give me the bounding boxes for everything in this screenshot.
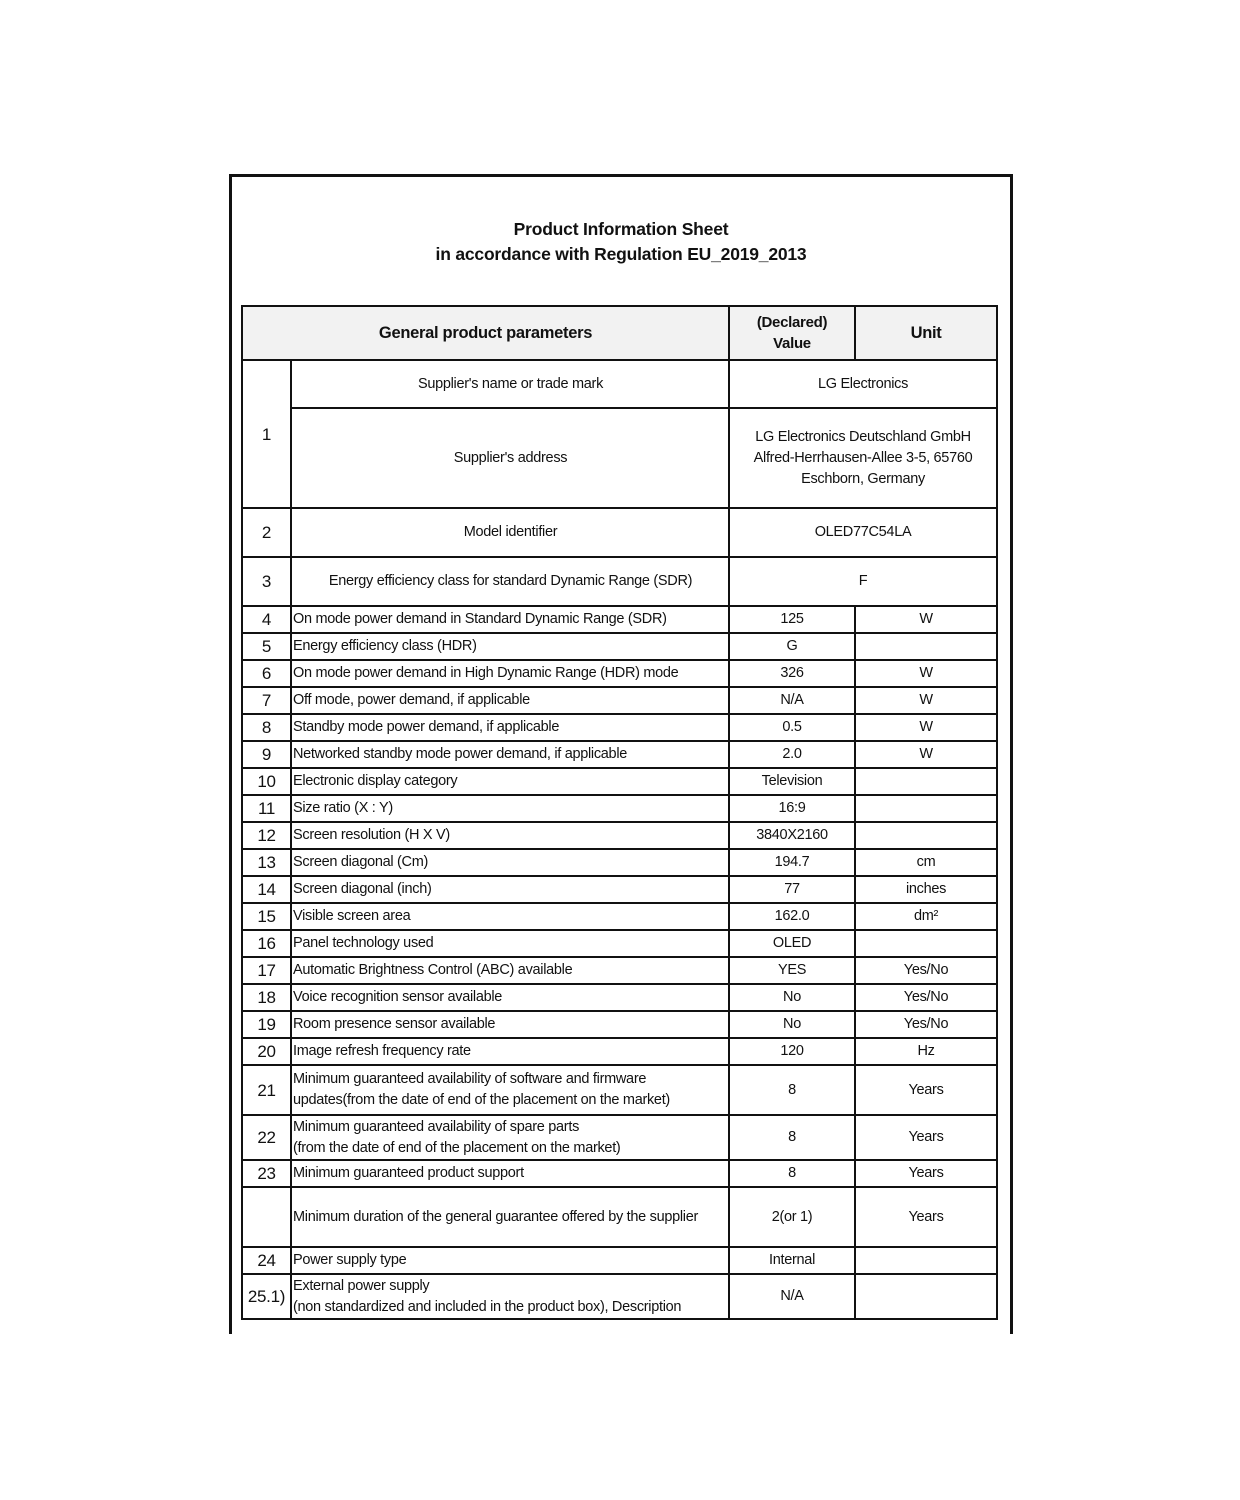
energy-class-sdr-label: Energy efficiency class for standard Dynamic Range (SDR)	[291, 557, 729, 606]
parameter-label-text: Energy efficiency class (HDR)	[293, 638, 477, 654]
row-number	[242, 687, 291, 714]
declared-value-text: 125	[780, 611, 804, 627]
parameter-label	[291, 984, 729, 1011]
table-row	[242, 714, 997, 741]
parameter-label	[291, 1011, 729, 1038]
row-number	[242, 633, 291, 660]
unit-value	[855, 1160, 997, 1187]
unit-value-text: Yes/No	[903, 1016, 949, 1032]
declared-value-text: 162.0	[774, 908, 810, 924]
table-row	[242, 557, 997, 606]
table-row	[242, 360, 997, 408]
declared-value	[729, 768, 855, 795]
row-number	[242, 1160, 291, 1187]
row-number-text: 5	[261, 637, 272, 656]
unit-value	[855, 984, 997, 1011]
row-number	[242, 822, 291, 849]
row-number-text: 18	[257, 988, 276, 1007]
parameter-label	[291, 822, 729, 849]
parameter-label	[291, 687, 729, 714]
row-number: 1	[242, 360, 291, 508]
unit-value-text: Years	[908, 1165, 944, 1181]
parameter-label-text: Automatic Brightness Control (ABC) available	[293, 962, 573, 978]
declared-value-text: N/A	[780, 1288, 804, 1304]
row-number-text: 9	[261, 745, 272, 764]
title-line-1: Product Information Sheet	[513, 219, 729, 239]
declared-value	[729, 1187, 855, 1247]
row-number-text: 24	[257, 1251, 276, 1270]
unit-value-text: dm²	[913, 908, 939, 924]
table-row	[242, 508, 997, 557]
row-number	[242, 1274, 291, 1319]
row-number-text: 19	[257, 1015, 276, 1034]
parameter-label-text: Voice recognition sensor available	[293, 989, 503, 1005]
row-number-text: 11	[257, 799, 276, 818]
declared-value-text: N/A	[780, 692, 804, 708]
declared-value-text: 16:9	[778, 800, 806, 816]
parameter-label-text: Standby mode power demand, if applicable	[293, 719, 560, 735]
parameter-label-text: On mode power demand in Standard Dynamic Range (SDR)	[293, 611, 667, 627]
table-row	[242, 741, 997, 768]
row-number-text: 20	[257, 1042, 276, 1061]
row-number	[242, 1187, 291, 1247]
unit-value-text: Yes/No	[903, 989, 949, 1005]
parameter-label	[291, 660, 729, 687]
declared-value	[729, 1011, 855, 1038]
parameter-label-text: Room presence sensor available	[293, 1016, 496, 1032]
parameter-label-text: Minimum guaranteed availability of spare parts (from the date of end of the placement on the market)	[293, 1118, 621, 1156]
declared-value-text: 326	[780, 665, 804, 681]
declared-value	[729, 849, 855, 876]
declared-value	[729, 1115, 855, 1160]
parameter-label	[291, 930, 729, 957]
parameter-label	[291, 1247, 729, 1274]
unit-value	[855, 768, 997, 795]
parameter-label-text: Size ratio (X : Y)	[293, 800, 393, 816]
unit-value	[855, 714, 997, 741]
row-number-text: 6	[261, 664, 272, 683]
row-number	[242, 930, 291, 957]
table-row	[242, 876, 997, 903]
unit-value	[855, 822, 997, 849]
parameter-label	[291, 714, 729, 741]
row-number	[242, 741, 291, 768]
declared-value	[729, 1065, 855, 1115]
table-row	[242, 768, 997, 795]
parameter-label	[291, 606, 729, 633]
declared-value	[729, 1247, 855, 1274]
row-number	[242, 606, 291, 633]
declared-value-text: 120	[780, 1043, 804, 1059]
unit-value-text: W	[919, 611, 933, 627]
parameter-label	[291, 1274, 729, 1319]
row-number-text: 15	[257, 907, 276, 926]
table-row	[242, 1274, 997, 1319]
table-row	[242, 1247, 997, 1274]
row-number-text: 8	[261, 718, 272, 737]
declared-value-text: 2.0	[782, 746, 802, 762]
table-row	[242, 1115, 997, 1160]
unit-value-text: Years	[908, 1129, 944, 1145]
declared-value-text: Internal	[769, 1252, 815, 1268]
title-line-2: in accordance with Regulation EU_2019_2013	[435, 244, 807, 264]
table-header-row	[242, 306, 997, 360]
row-number	[242, 714, 291, 741]
parameter-label	[291, 957, 729, 984]
unit-value	[855, 795, 997, 822]
row-number-text: 14	[257, 880, 276, 899]
supplier-address-label: Supplier's address	[291, 408, 729, 508]
row-number-text: 7	[261, 691, 272, 710]
declared-value	[729, 606, 855, 633]
row-number	[242, 660, 291, 687]
declared-value	[729, 1274, 855, 1319]
unit-value	[855, 687, 997, 714]
declared-value-text: 0.5	[782, 719, 802, 735]
parameter-label	[291, 741, 729, 768]
row-number	[242, 768, 291, 795]
header-unit: Unit	[855, 306, 997, 360]
parameter-label-text: Screen diagonal (Cm)	[293, 854, 429, 870]
unit-value	[855, 930, 997, 957]
unit-value	[855, 903, 997, 930]
table-row	[242, 795, 997, 822]
product-parameters-table	[241, 305, 998, 1320]
declared-value	[729, 822, 855, 849]
declared-value	[729, 930, 855, 957]
unit-value-text: W	[919, 692, 933, 708]
unit-value-text: Years	[908, 1208, 944, 1225]
table-row	[242, 408, 997, 508]
unit-value	[855, 1038, 997, 1065]
declared-value	[729, 876, 855, 903]
declared-value	[729, 1038, 855, 1065]
declared-value	[729, 1160, 855, 1187]
row-number	[242, 957, 291, 984]
header-general-parameters: General product parameters	[242, 306, 729, 360]
parameter-label	[291, 795, 729, 822]
parameter-label-text: Visible screen area	[293, 908, 411, 924]
unit-value-text: Years	[908, 1081, 944, 1098]
header-declared-value-label: (Declared) Value	[756, 314, 828, 352]
parameter-label-text: External power supply (non standardized and included in the product box), Description	[293, 1277, 682, 1315]
unit-value	[855, 876, 997, 903]
row-number-text: 22	[257, 1128, 276, 1147]
declared-value-text: OLED	[772, 935, 812, 951]
supplier-name-label: Supplier's name or trade mark	[291, 360, 729, 408]
model-identifier-label: Model identifier	[291, 508, 729, 557]
table-row	[242, 984, 997, 1011]
table-row	[242, 1038, 997, 1065]
row-number	[242, 1247, 291, 1274]
row-number	[242, 849, 291, 876]
row-number	[242, 1065, 291, 1115]
unit-value-text: W	[919, 746, 933, 762]
declared-value	[729, 660, 855, 687]
row-number	[242, 876, 291, 903]
table-row	[242, 1065, 997, 1115]
supplier-address-text: LG Electronics Deutschland GmbH Alfred-Herrhausen-Allee 3-5, 65760 Eschborn, Germany	[753, 428, 973, 487]
parameter-label-text: Panel technology used	[293, 935, 434, 951]
declared-value-text: Television	[761, 773, 823, 789]
parameter-label-text: Minimum guaranteed product support	[293, 1165, 524, 1181]
declared-value	[729, 741, 855, 768]
unit-value	[855, 741, 997, 768]
parameter-label-text: Power supply type	[293, 1252, 407, 1268]
table-row	[242, 633, 997, 660]
row-number-text: 10	[257, 772, 276, 791]
unit-value	[855, 1274, 997, 1319]
parameter-label	[291, 903, 729, 930]
table-row	[242, 606, 997, 633]
parameter-label-text: Screen diagonal (inch)	[293, 881, 432, 897]
declared-value-text: 8	[788, 1081, 796, 1098]
unit-value	[855, 1115, 997, 1160]
parameter-label-text: On mode power demand in High Dynamic Range (HDR) mode	[293, 665, 679, 681]
unit-value-text: W	[919, 719, 933, 735]
row-number	[242, 795, 291, 822]
energy-class-sdr-value: F	[729, 557, 997, 606]
header-declared-value	[729, 306, 855, 360]
row-number-text: 23	[257, 1164, 276, 1183]
parameter-label	[291, 633, 729, 660]
parameter-label	[291, 1115, 729, 1160]
unit-value	[855, 633, 997, 660]
unit-value-text: Yes/No	[903, 962, 949, 978]
table-row	[242, 1011, 997, 1038]
declared-value-text: 77	[784, 881, 800, 897]
parameter-label	[291, 1187, 729, 1247]
row-number-text: 17	[257, 961, 276, 980]
row-number-text: 16	[257, 934, 276, 953]
table-row	[242, 1160, 997, 1187]
unit-value	[855, 957, 997, 984]
declared-value-text: 194.7	[774, 854, 810, 870]
declared-value-text: 8	[788, 1165, 796, 1181]
declared-value	[729, 633, 855, 660]
row-number-text: 21	[257, 1080, 276, 1100]
unit-value-text: W	[919, 665, 933, 681]
parameter-label	[291, 1065, 729, 1115]
declared-value-text: 3840X2160	[756, 827, 828, 843]
row-number: 3	[242, 557, 291, 606]
unit-value-text: inches	[905, 881, 947, 897]
row-number: 2	[242, 508, 291, 557]
table-row	[242, 957, 997, 984]
unit-value	[855, 660, 997, 687]
declared-value	[729, 984, 855, 1011]
row-number	[242, 903, 291, 930]
parameter-label-text: Image refresh frequency rate	[293, 1043, 471, 1059]
unit-value	[855, 1011, 997, 1038]
declared-value-text: 2(or 1)	[771, 1208, 813, 1225]
declared-value-text: G	[786, 638, 798, 654]
unit-value	[855, 1065, 997, 1115]
table-row	[242, 930, 997, 957]
table-row	[242, 660, 997, 687]
declared-value-text: No	[783, 989, 801, 1005]
row-number	[242, 1038, 291, 1065]
parameter-label	[291, 876, 729, 903]
declared-value	[729, 903, 855, 930]
row-number-text: 12	[257, 826, 276, 845]
supplier-name-value: LG Electronics	[729, 360, 997, 408]
parameter-label-text: Minimum guaranteed availability of software and firmware updates(from the date of end of the placement on the market)	[293, 1071, 670, 1108]
declared-value	[729, 714, 855, 741]
parameter-label	[291, 1038, 729, 1065]
unit-value-text: cm	[916, 854, 936, 870]
row-number-text: 13	[257, 853, 276, 872]
model-identifier-value: OLED77C54LA	[729, 508, 997, 557]
parameter-label-text: Networked standby mode power demand, if applicable	[293, 746, 628, 762]
parameter-label-text: Off mode, power demand, if applicable	[293, 692, 530, 708]
row-number-text: 4	[261, 610, 272, 629]
parameter-label	[291, 1160, 729, 1187]
parameter-label	[291, 768, 729, 795]
declared-value-text: 8	[788, 1129, 796, 1145]
parameter-label-text: Screen resolution (H X V)	[293, 827, 450, 843]
unit-value-text: Hz	[917, 1043, 935, 1059]
unit-value	[855, 1187, 997, 1247]
declared-value-text: No	[783, 1016, 801, 1032]
parameter-label	[291, 849, 729, 876]
declared-value	[729, 795, 855, 822]
unit-value	[855, 849, 997, 876]
parameter-label-text: Minimum duration of the general guarantee offered by the supplier	[293, 1208, 699, 1225]
table-row	[242, 822, 997, 849]
sheet-title	[232, 217, 1010, 267]
supplier-address-value	[729, 408, 997, 508]
row-number	[242, 984, 291, 1011]
unit-value	[855, 606, 997, 633]
row-number-text: 25.1)	[247, 1287, 286, 1306]
declared-value	[729, 957, 855, 984]
table-row	[242, 687, 997, 714]
row-number	[242, 1011, 291, 1038]
declared-value	[729, 687, 855, 714]
unit-value	[855, 1247, 997, 1274]
table-row	[242, 1187, 997, 1247]
table-row	[242, 903, 997, 930]
row-number	[242, 1115, 291, 1160]
declared-value-text: YES	[777, 962, 807, 978]
table-row	[242, 849, 997, 876]
parameter-label-text: Electronic display category	[293, 773, 458, 789]
